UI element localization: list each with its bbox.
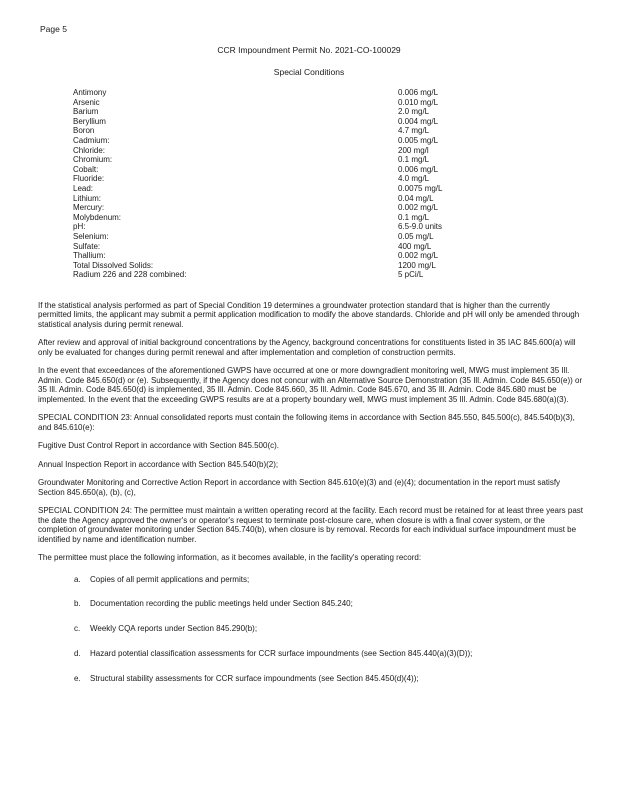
constituent-value: 200 mg/l (398, 145, 429, 155)
limit-row (73, 136, 513, 146)
constituent-value: 0.04 mg/L (398, 193, 434, 203)
constituent-value: 0.1 mg/L (398, 212, 430, 222)
constituent-value: 1200 mg/L (398, 260, 436, 270)
limit-row (73, 146, 513, 156)
limit-row (73, 88, 513, 98)
constituent-name: Chloride: (73, 145, 106, 155)
limit-row (73, 194, 513, 204)
constituent-value: 5 pCi/L (398, 270, 424, 280)
limit-row (73, 107, 513, 117)
list-item (38, 624, 583, 633)
operating-record-intro: The permittee must place the following information, as it becomes available, in the facility's operating record: (38, 553, 422, 563)
limit-row (73, 165, 513, 175)
limit-row (73, 126, 513, 136)
limit-row (73, 222, 513, 232)
list-text: Structural stability assessments for CCR surface impoundments (see Section 845.450(d)(4)); (90, 673, 419, 683)
list-letter: c. (74, 624, 81, 634)
list-item (38, 674, 583, 683)
constituent-value: 0.006 mg/L (398, 164, 439, 174)
constituent-name: Selenium: (73, 231, 109, 241)
constituent-name: Mercury: (73, 203, 105, 213)
list-letter: b. (74, 599, 81, 609)
body-text (38, 301, 583, 699)
constituent-value: 0.002 mg/L (398, 203, 439, 213)
list-letter: d. (74, 649, 81, 659)
limit-row (73, 213, 513, 223)
constituent-name: Arsenic (73, 97, 100, 107)
constituent-value: 4.7 mg/L (398, 126, 430, 136)
section-title: Special Conditions (273, 67, 345, 77)
constituent-value: 0.006 mg/L (398, 88, 439, 97)
limit-row (73, 232, 513, 242)
constituent-value: 2.0 mg/L (398, 107, 430, 117)
groundwater-monitoring-report-item: Groundwater Monitoring and Corrective Action Report in accordance with Section 845.610(e)(3) and (e)(4); documentation in the report must satisfy Section 845.650(a), (b), (c), (38, 478, 561, 497)
list-item (38, 599, 583, 608)
constituent-name: Molybdenum: (73, 212, 122, 222)
constituent-name: Sulfate: (73, 241, 101, 251)
constituent-name: Lithium: (73, 193, 102, 203)
constituent-name: Boron (73, 126, 95, 136)
list-text: Copies of all permit applications and permits; (90, 574, 250, 584)
list-letter: a. (74, 574, 81, 584)
limit-row (73, 155, 513, 165)
constituent-name: Chromium: (73, 155, 113, 165)
gwps-modification-paragraph: If the statistical analysis performed as part of Special Condition 19 determines a groundwater protection standard that is higher than the currently permitted limits, the applicant may submit a permit application modification to modify the above standards. Chloride and pH will only be amended through statistical analysis during permit renewal. (38, 301, 580, 329)
constituent-name: pH: (73, 222, 86, 232)
list-text: Documentation recording the public meetings held under Section 845.240; (90, 599, 353, 609)
constituent-name: Beryllium (73, 116, 106, 126)
limit-row (73, 261, 513, 271)
constituent-name: Cobalt: (73, 164, 99, 174)
limit-row (73, 203, 513, 213)
constituent-value: 4.0 mg/L (398, 174, 430, 184)
page-number: Page 5 (40, 24, 67, 34)
constituent-value: 0.05 mg/L (398, 231, 434, 241)
operating-record-list (38, 575, 583, 684)
exceedance-paragraph: In the event that exceedances of the aforementioned GWPS have occurred at one or more downgradient monitoring well, MWG must implement 35 Ill. Admin. Code 845.650(d) or (e). Subsequently, if the Agency does not concur with an Alternative Source Demonstration (35 Ill. Admin. Code 845.650(e)) or 35 Ill. Admin. Code 845.650(d) is implemented, 35 Ill. Admin. Code 845.660, 35 Ill. Admin. Code 845.670, and 35 Ill. Admin. Code 845.680 must be implemented. In the event that the exceeding GWPS results are at a property boundary well, MWG must implement 35 Ill. Admin. Code 845.680(a)(3). (38, 366, 583, 404)
list-item (38, 649, 583, 658)
limits-table (73, 88, 513, 280)
constituent-value: 0.005 mg/L (398, 135, 439, 145)
constituent-value: 0.010 mg/L (398, 97, 439, 107)
constituent-name: Total Dissolved Solids: (73, 260, 154, 270)
constituent-name: Radium 226 and 228 combined: (73, 270, 187, 280)
limit-row (73, 251, 513, 261)
special-condition-23: SPECIAL CONDITION 23: Annual consolidated reports must contain the following items in accordance with Section 845.550, 845.500(c), 845.540(b)(3), and 845.610(e): (38, 413, 575, 432)
limit-row (73, 98, 513, 108)
constituent-value: 400 mg/L (398, 241, 432, 251)
limit-row (73, 117, 513, 127)
limit-row (73, 174, 513, 184)
list-item (38, 575, 583, 584)
constituent-value: 0.002 mg/L (398, 251, 439, 261)
constituent-value: 0.1 mg/L (398, 155, 430, 165)
list-text: Hazard potential classification assessments for CCR surface impoundments (see Section 845.440(a)(3)(D)); (90, 649, 473, 659)
limit-row (73, 242, 513, 252)
list-text: Weekly CQA reports under Section 845.290(b); (90, 624, 258, 634)
permit-title: CCR Impoundment Permit No. 2021-CO-100029 (217, 45, 401, 55)
special-condition-24: SPECIAL CONDITION 24: The permittee must maintain a written operating record at the facility. Each record must be retained for at least three years past the date the Agency approved the owner's or operator's request to terminate post-closure care, when closure is with a final cover system, or the completion of groundwater monitoring under Section 845.740(b), when closure is by removal. Records for each individual surface impoundment must be identified by name and identification number. (38, 506, 583, 544)
constituent-value: 0.0075 mg/L (398, 183, 443, 193)
constituent-name: Cadmium: (73, 135, 110, 145)
constituent-name: Antimony (73, 88, 107, 97)
constituent-name: Lead: (73, 183, 94, 193)
constituent-name: Fluoride: (73, 174, 105, 184)
annual-inspection-report-item: Annual Inspection Report in accordance with Section 845.540(b)(2); (38, 459, 279, 469)
constituent-value: 6.5-9.0 units (398, 222, 443, 232)
constituent-name: Thallium: (73, 251, 106, 261)
dust-control-report-item: Fugitive Dust Control Report in accordance with Section 845.500(c). (38, 441, 280, 451)
constituent-name: Barium (73, 107, 99, 117)
constituent-value: 0.004 mg/L (398, 116, 439, 126)
background-concentrations-paragraph: After review and approval of initial background concentrations by the Agency, background concentrations for constituents listed in 35 IAC 845.600(a) will only be evaluated for changes during permit renewal and after implementation and completion of construction permits. (38, 338, 576, 357)
limit-row (73, 184, 513, 194)
limit-row (73, 270, 513, 280)
list-letter: e. (74, 673, 81, 683)
